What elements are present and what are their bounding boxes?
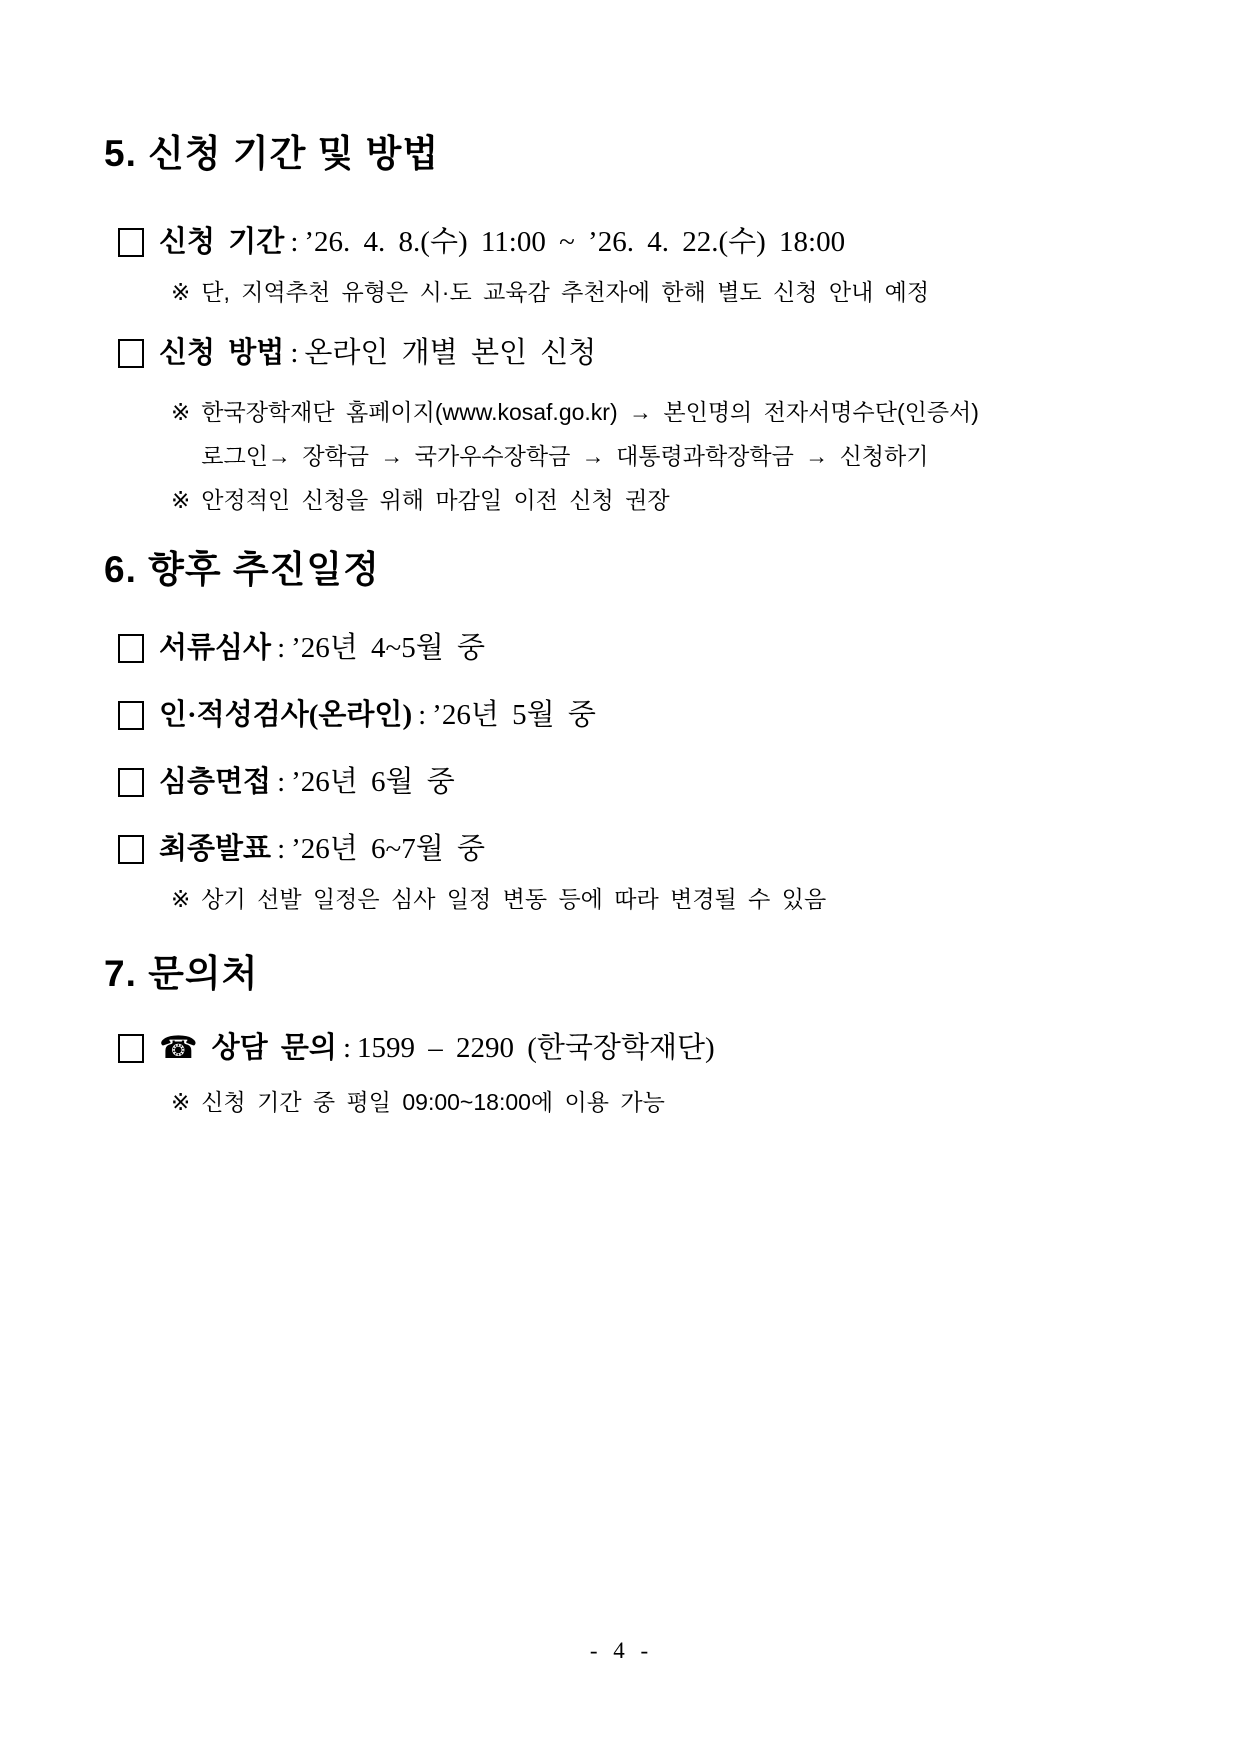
section-7-heading: 7. 문의처 bbox=[104, 953, 259, 994]
item-in-depth-interview bbox=[0, 762, 1240, 802]
item-label: 최종발표 bbox=[159, 833, 272, 865]
note-line-1: 한국장학재단 홈페이지(www.kosaf.go.kr) → 본인명의 전자서명수단(인증서) bbox=[201, 399, 979, 425]
item-separator: : bbox=[342, 1032, 351, 1064]
item-separator: : bbox=[277, 766, 286, 798]
note-service-hours bbox=[0, 1085, 1240, 1119]
note-text: 안정적인 신청을 위해 마감일 이전 신청 권장 bbox=[201, 487, 670, 513]
item-label: 인·적성검사(온라인) bbox=[159, 699, 413, 731]
checkbox-icon bbox=[118, 634, 144, 663]
item-label: 심층면접 bbox=[159, 766, 272, 798]
item-consultation-contact bbox=[0, 1028, 1240, 1068]
checkbox-icon bbox=[118, 768, 144, 797]
checkbox-icon bbox=[118, 835, 144, 864]
item-label: 상담 문의 bbox=[211, 1032, 337, 1064]
page-number: - 4 - bbox=[589, 1638, 651, 1663]
item-document-screening bbox=[0, 628, 1240, 668]
checkbox-icon bbox=[118, 1034, 144, 1063]
note-deadline-recommendation bbox=[0, 483, 1240, 517]
note-homepage-path bbox=[0, 390, 1240, 478]
item-separator: : bbox=[290, 226, 299, 258]
item-label: 신청 기간 bbox=[159, 226, 285, 258]
reference-mark-icon: ※ bbox=[171, 1089, 191, 1115]
reference-mark-icon: ※ bbox=[171, 399, 191, 425]
reference-mark-icon: ※ bbox=[171, 279, 191, 305]
reference-mark-icon: ※ bbox=[171, 886, 191, 912]
phone-icon: ☎ bbox=[159, 1030, 198, 1066]
item-label: 서류심사 bbox=[159, 632, 272, 664]
section-5-heading: 5. 신청 기간 및 방법 bbox=[104, 133, 440, 174]
checkbox-icon bbox=[118, 339, 144, 368]
item-value: 1599 – 2290 (한국장학재단) bbox=[357, 1032, 715, 1064]
section-6-heading: 6. 향후 추진일정 bbox=[104, 549, 380, 590]
item-final-announcement bbox=[0, 829, 1240, 869]
item-value: ’26. 4. 8.(수) 11:00 ~ ’26. 4. 22.(수) 18:00 bbox=[304, 226, 846, 258]
note-text: 단, 지역추천 유형은 시·도 교육감 추천자에 한해 별도 신청 안내 예정 bbox=[201, 279, 930, 305]
item-value: ’26년 6~7월 중 bbox=[291, 833, 486, 865]
item-value: ’26년 6월 중 bbox=[291, 766, 455, 798]
item-application-method bbox=[0, 333, 1240, 373]
item-label: 신청 방법 bbox=[159, 337, 285, 369]
item-separator: : bbox=[277, 833, 286, 865]
item-separator: : bbox=[290, 337, 299, 369]
item-application-period bbox=[0, 222, 1240, 262]
note-regional-recommendation bbox=[0, 275, 1240, 309]
checkbox-icon bbox=[118, 228, 144, 257]
item-separator: : bbox=[277, 632, 286, 664]
reference-mark-icon: ※ bbox=[171, 487, 191, 513]
item-value: ’26년 4~5월 중 bbox=[291, 632, 486, 664]
note-text bbox=[201, 390, 979, 478]
checkbox-icon bbox=[118, 701, 144, 730]
item-value: ’26년 5월 중 bbox=[432, 699, 596, 731]
note-line-2: 로그인→ 장학금 → 국가우수장학금 → 대통령과학장학금 → 신청하기 bbox=[201, 443, 929, 469]
note-text: 상기 선발 일정은 심사 일정 변동 등에 따라 변경될 수 있음 bbox=[201, 886, 827, 912]
item-separator: : bbox=[418, 699, 427, 731]
item-value: 온라인 개별 본인 신청 bbox=[304, 337, 597, 369]
note-schedule-change bbox=[0, 882, 1240, 916]
item-aptitude-test bbox=[0, 695, 1240, 735]
note-text: 신청 기간 중 평일 09:00~18:00에 이용 가능 bbox=[201, 1089, 665, 1115]
